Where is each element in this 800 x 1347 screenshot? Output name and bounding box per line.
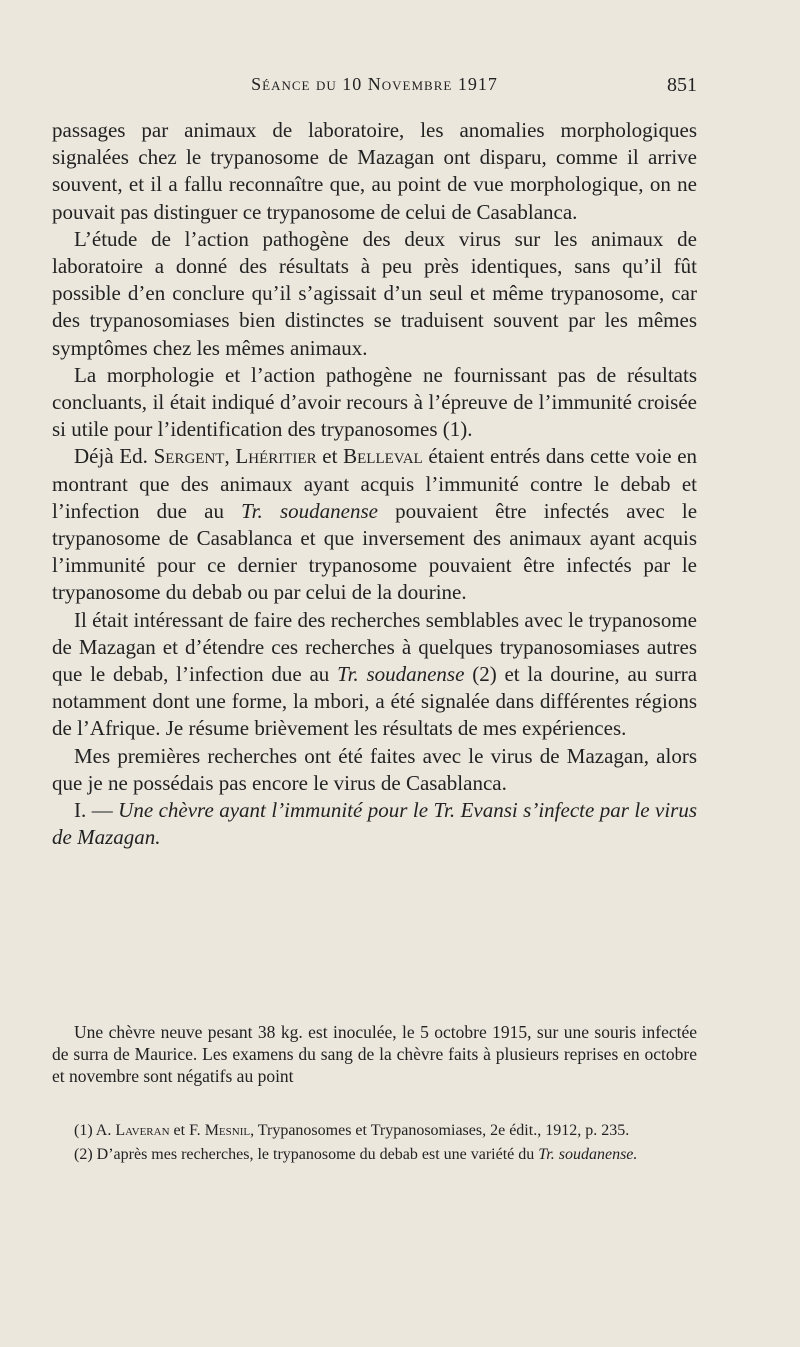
footnotes — [52, 1120, 697, 1168]
running-head — [52, 74, 697, 104]
text-run: (2) D’après mes recherches, le trypanosome du debab est une variété du — [74, 1146, 535, 1163]
text-run: pouvaient être infectés avec le trypanosome de Casablanca et que inversement des animaux ayant acquis l’immunité pour ce dernier trypanosome pouvaient être infectés par le trypanosome du debab ou par celui de la dourine. — [52, 498, 698, 605]
text-run: et — [322, 444, 338, 469]
text-run: étaient entrés dans cette voie en montrant que des animaux ayant acquis l’immunité contre le debab et l’infection due au — [52, 444, 698, 523]
paragraph: Mes premières recherches ont été faites avec le virus de Mazagan, alors que je ne possédais pas encore le virus de Casablanca. — [52, 743, 697, 795]
running-head-title: Séance du 10 Novembre 1917 — [251, 74, 498, 94]
text-run: Il était intéressant de faire des recherches semblables avec le trypanosome de Mazagan et d’étendre ces recherches à quelques trypanosomiases autres que le debab, l’infection due au — [52, 607, 697, 687]
text-run: , — [224, 444, 230, 469]
paragraph: La morphologie et l’action pathogène ne fournissant pas de résultats concluants, il était indiqué d’avoir recours à l’épreuve de l’immunité croisée si utile pour l’identification des trypanosomes (1). — [52, 362, 697, 442]
author-name: Laveran — [115, 1122, 170, 1139]
paragraph — [52, 443, 697, 606]
author-name: Mesnil — [204, 1122, 251, 1139]
footnote-marker: (1) A. — [74, 1122, 112, 1139]
footnote — [52, 1120, 697, 1142]
paragraph: passages par animaux de laboratoire, les anomalies morphologiques signalées chez le trypanosome de Mazagan ont disparu, comme il arrive souvent, et il a fallu reconnaître que, au point de vue morphologique, on ne pouvait pas distinguer ce trypanosome de celui de Casablanca. — [52, 118, 697, 224]
text-run: Déjà Ed. — [74, 444, 148, 469]
paragraph: L’étude de l’action pathogène des deux virus sur les animaux de laboratoire a donné des résultats à peu près identiques, sans qu’il fût possible d’en conclure qu’il s’agissait d’un seul et même trypanosome, car des trypanosomiases bien distinctes se traduisent souvent par les mêmes symptômes chez les mêmes animaux. — [52, 226, 697, 360]
section-heading — [52, 797, 697, 851]
text-run: (2) et la dourine, au surra notamment dont une forme, la mbori, a été signalée dans différentes régions de l’Afrique. Je résume brièvement les résultats de mes expériences. — [52, 662, 698, 741]
text-run: , Trypanosomes et Trypanosomiases, 2e édit., 1912, p. 235. — [250, 1122, 630, 1139]
paragraph — [52, 607, 697, 743]
small-text-block — [52, 1021, 697, 1087]
species-name: Tr. soudanense — [337, 662, 465, 687]
small-paragraph: Une chèvre neuve pesant 38 kg. est inoculée, le 5 octobre 1915, sur une souris infectée de surra de Maurice. Les examens du sang de la chèvre faits à plusieurs reprises en octobre et novembre sont négatifs au point — [52, 1022, 697, 1086]
section-numeral: I. — — [74, 798, 113, 823]
text-run: et F. — [173, 1122, 201, 1139]
author-name: Belleval — [343, 444, 423, 469]
body-text — [52, 117, 697, 851]
author-name: Sergent — [153, 444, 225, 469]
page-number: 851 — [667, 74, 697, 96]
section-title: Une chèvre ayant l’immunité pour le Tr. Evansi s’infecte par le virus de Mazagan. — [52, 798, 697, 850]
species-name: Tr. soudanense — [241, 498, 378, 523]
author-name: Lhéritier — [235, 444, 317, 469]
footnote — [52, 1144, 697, 1166]
species-name: Tr. soudanense. — [538, 1146, 638, 1163]
